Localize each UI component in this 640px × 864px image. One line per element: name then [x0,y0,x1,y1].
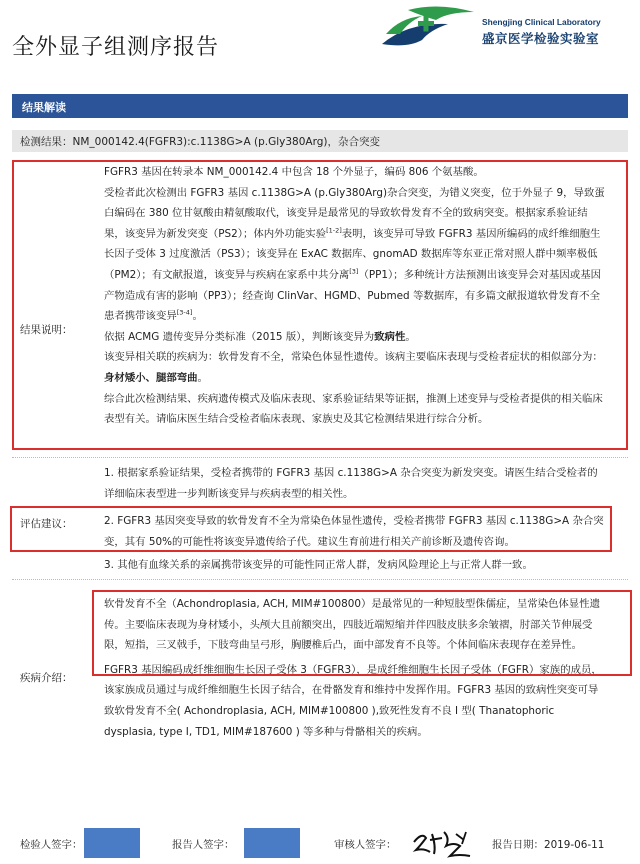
reviewer-signature [410,826,476,860]
result-paragraph-3 [104,327,608,348]
acmg-end: 。 [405,330,416,343]
disease-association-text: 该变异相关联的疾病为：软骨发育不全，常染色体显性遗传。该病主要临床表现与受检者症状的相似部分为： [104,351,603,364]
reporter-signature-label: 报告人签字： [172,839,235,851]
evaluation-label: 评估建议： [20,518,73,530]
pathogenic-verdict: 致病性 [374,330,406,343]
detection-result: 检测结果：NM_000142.4(FGFR3):c.1138G>A (p.Gly380Arg)，杂合突变 [12,130,628,152]
acmg-text: 依据 ACMG 遗传变异分类标准（2015 版），判断该变异为 [104,330,375,343]
tester-signature [84,828,140,858]
result-explanation-label: 结果说明： [20,324,73,336]
evaluation-item-1: 1. 根据家系验证结果，受检者携带的 FGFR3 基因 c.1138G>A 杂合突变为新发突变。请医生结合受检者的详细临床表型进一步判断该变异与疾病表型的相关性。 [104,467,598,500]
lab-logo-icon [378,4,478,54]
evaluation-item-2: 2. FGFR3 基因突变导致的软骨发育不全为常染色体显性遗传，受检者携带 FGFR3 基因 c.1138G>A 杂合突变，其有 50%的可能性将该变异遗传给子代。建议生育前进行相关产前诊断及遗传咨询。 [104,515,604,548]
result-explanation-content [104,162,608,430]
evaluation-item-3: 3. 其他有血缘关系的亲属携带该变异的可能性同正常人群，发病风险理论上与正常人群一致。 [104,559,533,572]
result-paragraph-2-part-a: 受检者此次检测出 FGFR3 基因 c.1138G>A (p.Gly380Arg)杂合突变，为错义突变，位于外显子 9，导致蛋白编码在 380 位甘氨酸由精氨酸取代，该变异是最常见的导致软骨发育不全的致病突变。根据家系验证结果，该变异为新发突变（PS2）；体内外功能实验 [104,186,605,240]
citation-3: [3-4] [176,308,193,317]
lab-logo [378,4,640,54]
result-paragraph-2-part-d: 。 [192,310,203,323]
disease-intro-content [104,594,608,742]
result-paragraph-4 [104,347,608,388]
result-paragraph-1: FGFR3 基因在转录本 NM_000142.4 中包含 18 个外显子，编码 806 个氨基酸。 [104,166,484,178]
tester-signature-label: 检验人签字： [20,839,83,851]
result-paragraph-2-part-b: 表明，该变异可导致 FGFR3 基因所编码的成纤维细胞生长因子受体 3 过度激活（PS3）；该变异在 ExAC 数据库、gnomAD 数据库等东亚正常对照人群中频率极低（PM2）；有文献报道，该变异与疾病在家系中共分离 [104,227,601,281]
reviewer-signature-label: 审核人签字： [334,839,397,851]
matched-symptoms: 身材矮小、腿部弯曲 [104,371,198,384]
separator [12,579,628,580]
disease-intro-label: 疾病介绍： [20,672,73,684]
signature-row [0,826,640,860]
citation-1: [1-2] [326,226,342,235]
disease-paragraph-1: 软骨发育不全（Achondroplasia, ACH, MIM#100800）是最常见的一种短肢型侏儒症，呈常染色体显性遗传。主要临床表现为身材矮小，头颅大且前额突出，四肢近端短缩并伴四肢皮肤多余皱褶，肘部关节伸展受限，短指，三叉戟手，下肢弯曲呈弓形，胸腰椎后凸，面中部发育不良等。个体间临床表现存在差异性。 [104,598,600,652]
lab-name-en: Shengjing Clinical Laboratory [482,17,601,27]
reporter-signature [244,828,300,858]
result-paragraph-5: 综合此次检测结果、疾病遗传模式及临床表现、家系验证结果等证据，推测上述变异与受检者提供的相关临床表型有关。请临床医生结合受检者临床表现、家族史及其它检测结果进行综合分析。 [104,392,603,426]
result-paragraph-2-part-c: （PP1）；多种统计方法预测出该变异会对基因或基因产物造成有害的影响（PP3）；经查询 ClinVar、HGMD、Pubmed 等数据库，有多篇文献报道软骨发育不全患者携带该变异 [104,268,601,323]
result-paragraph-2 [104,183,608,327]
disease-paragraph-2: FGFR3 基因编码成纤维细胞生长因子受体 3（FGFR3），是成纤维细胞生长因子受体（FGFR）家族的成员，该家族成员通过与成纤维细胞生长因子结合，在骨骼发育和维持中发挥作用。FGFR3 基因的致病性突变可导致软骨发育不全( Achondroplasia, ACH, MIM#100800 ),致死性发育不良 I 型( Thanatophoric dysplasia, type I, TD1, MIM#187600 ) 等多种与骨骼相关的疾病。 [104,663,602,738]
report-date: 报告日期：2019-06-11 [492,839,605,851]
lab-name-cn: 盛京医学检验实验室 [482,31,600,46]
section-title: 结果解读 [12,94,628,118]
evaluation-content [104,463,608,576]
disease-association-end: 。 [197,371,208,384]
separator [12,457,628,458]
citation-2: [3] [349,267,359,276]
report-title: 全外显子组测序报告 [12,35,220,60]
